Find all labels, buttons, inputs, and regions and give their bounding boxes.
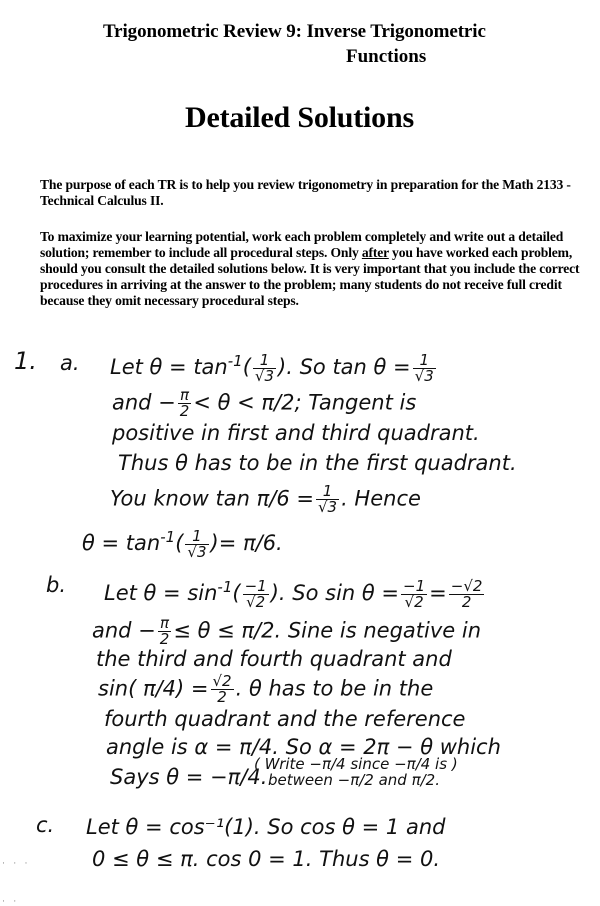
- part-a-line-1: Let $\theta = \tan^{-1}$( $\frac{1}{√3}$ ). So tan θ = $\frac{1}{√3}$: [110, 350, 434, 385]
- part-b-line-2-start: and −: [92, 618, 156, 643]
- part-a-line-2: [112, 388, 416, 419]
- fraction-denominator: √2: [404, 592, 424, 611]
- part-a-line-6-start: θ = tan: [82, 531, 161, 555]
- fraction-numerator: −1: [403, 576, 426, 595]
- part-a-line-6-end: = π/6.: [218, 531, 283, 555]
- part-a-line-1-exponent: -1: [227, 352, 243, 370]
- part-b-line-1-equals: =: [429, 581, 447, 605]
- part-a-fraction-2: [413, 350, 436, 385]
- part-b-label: b.: [46, 573, 67, 597]
- part-a-line-5-start: You know tan π/6 =: [110, 486, 314, 511]
- part-c-label: c.: [36, 813, 55, 837]
- part-a-line-1-middle: . So tan θ =: [286, 355, 411, 379]
- part-c-line-2: 0 ≤ θ ≤ π. cos 0 = 1. Thus θ = 0.: [92, 847, 441, 871]
- fraction-denominator: 2: [217, 688, 227, 706]
- part-a-line-5: [110, 484, 421, 515]
- part-b-line-4-start: sin( π/4) =: [98, 676, 209, 701]
- problem-number: 1.: [14, 347, 37, 375]
- part-a-line-6-exponent: -1: [160, 528, 176, 546]
- part-b-line-4-end: . θ has to be in the: [235, 676, 434, 701]
- fraction-numerator: 1: [185, 529, 208, 545]
- part-b-line-3: the third and fourth quadrant and: [96, 647, 452, 671]
- part-b-line-5: fourth quadrant and the reference: [104, 707, 466, 731]
- purpose-paragraph: The purpose of each TR is to help you review trigonometry in preparation for the Math 2133 - Technical Calculus II.: [40, 177, 571, 208]
- section-heading: Detailed Solutions: [185, 101, 414, 134]
- scan-speckle: · ·: [2, 896, 20, 906]
- fraction-denominator: 2: [179, 402, 190, 420]
- fraction-denominator: 2: [461, 592, 472, 611]
- part-b-line-1-middle: . So sin θ =: [278, 581, 400, 605]
- instructions-paragraph: [40, 229, 595, 309]
- fraction-numerator: √2: [212, 672, 232, 690]
- part-b-line-1: Let $\theta = \sin^{-1}$( $\frac{-1}{√2}$ ). So sin θ = $\frac{-1}{√2}$ = $\frac{-√2}{2}$: [104, 576, 483, 611]
- part-b-line-1-start: Let θ = sin: [104, 581, 218, 605]
- part-b-note-line-2: between −π/2 and π/2.: [268, 771, 440, 789]
- part-b-line-7-start: Says θ = −π/4.: [110, 765, 268, 789]
- fraction-numerator: 1: [316, 484, 339, 500]
- part-b-fraction: [243, 576, 269, 611]
- fraction-denominator: √3: [317, 498, 338, 516]
- part-b-line-2-fraction: [158, 616, 172, 647]
- fraction-denominator: 2: [159, 630, 170, 648]
- part-b-line-2: [92, 616, 481, 647]
- fraction-denominator: √2: [246, 592, 266, 611]
- part-b-line-2-end: ≤ θ ≤ π/2. Sine is negative in: [173, 618, 482, 643]
- part-b-note-line-1: ( Write −π/4 since −π/4 is ): [254, 755, 458, 773]
- fraction-numerator: −√2: [450, 576, 483, 595]
- part-a-label: a.: [60, 351, 80, 375]
- instructions-text-before: To maximize your learning potential, work each problem completely and write out a detailed solution; remember to include all procedural steps. Only: [40, 229, 564, 260]
- part-a-line-6-fraction: [185, 526, 208, 561]
- instructions-emphasis: after: [361, 245, 389, 260]
- part-a-line-2-end: < θ < π/2; Tangent is: [193, 390, 417, 415]
- part-a-line-2-fraction: [178, 388, 192, 419]
- document-title-continued: Functions: [346, 46, 427, 67]
- part-a-line-3: positive in first and third quadrant.: [112, 421, 480, 445]
- part-b-line-1-exponent: -1: [217, 578, 233, 596]
- part-b-line-4-fraction: [211, 674, 234, 705]
- part-c-line-1: Let θ = cos⁻¹(1). So cos θ = 1 and: [86, 815, 446, 839]
- instructions-text-after: you have worked each problem, should you consult the detailed solutions below. It is very important that you include the correct procedures in arriving at the answer to the problem; many students do not receive full credit because they omit necessary procedural steps.: [40, 245, 580, 308]
- part-a-fraction: [253, 350, 276, 385]
- fraction-numerator: π: [178, 388, 192, 404]
- document-title: Trigonometric Review 9: Inverse Trigonometric: [103, 21, 486, 42]
- part-a-line-5-end: . Hence: [341, 486, 421, 511]
- fraction-numerator: 1: [413, 353, 436, 369]
- part-b-line-4: [98, 674, 433, 705]
- fraction-denominator: √3: [414, 366, 434, 385]
- part-a-line-2-start: and −: [112, 390, 176, 415]
- fraction-denominator: √3: [187, 542, 207, 561]
- part-a-line-1-start: Let θ = tan: [110, 355, 228, 379]
- part-b-line-6: angle is α = π/4. So α = 2π − θ which: [106, 735, 501, 759]
- fraction-denominator: √3: [254, 366, 275, 385]
- fraction-numerator: 1: [253, 353, 276, 369]
- part-a-line-4: Thus θ has to be in the first quadrant.: [118, 451, 517, 475]
- fraction-numerator: π: [158, 616, 172, 632]
- part-b-line-7: [110, 764, 267, 790]
- part-b-fraction-2: [401, 576, 427, 611]
- part-b-fraction-3: [449, 576, 485, 611]
- fraction-numerator: −1: [244, 576, 267, 595]
- part-a-line-6: $\theta = \tan^{-1}$( $\frac{1}{√3}$ )= π/6.: [82, 526, 283, 561]
- scan-speckle: · · ·: [2, 858, 31, 868]
- part-a-line-5-fraction: [316, 484, 339, 515]
